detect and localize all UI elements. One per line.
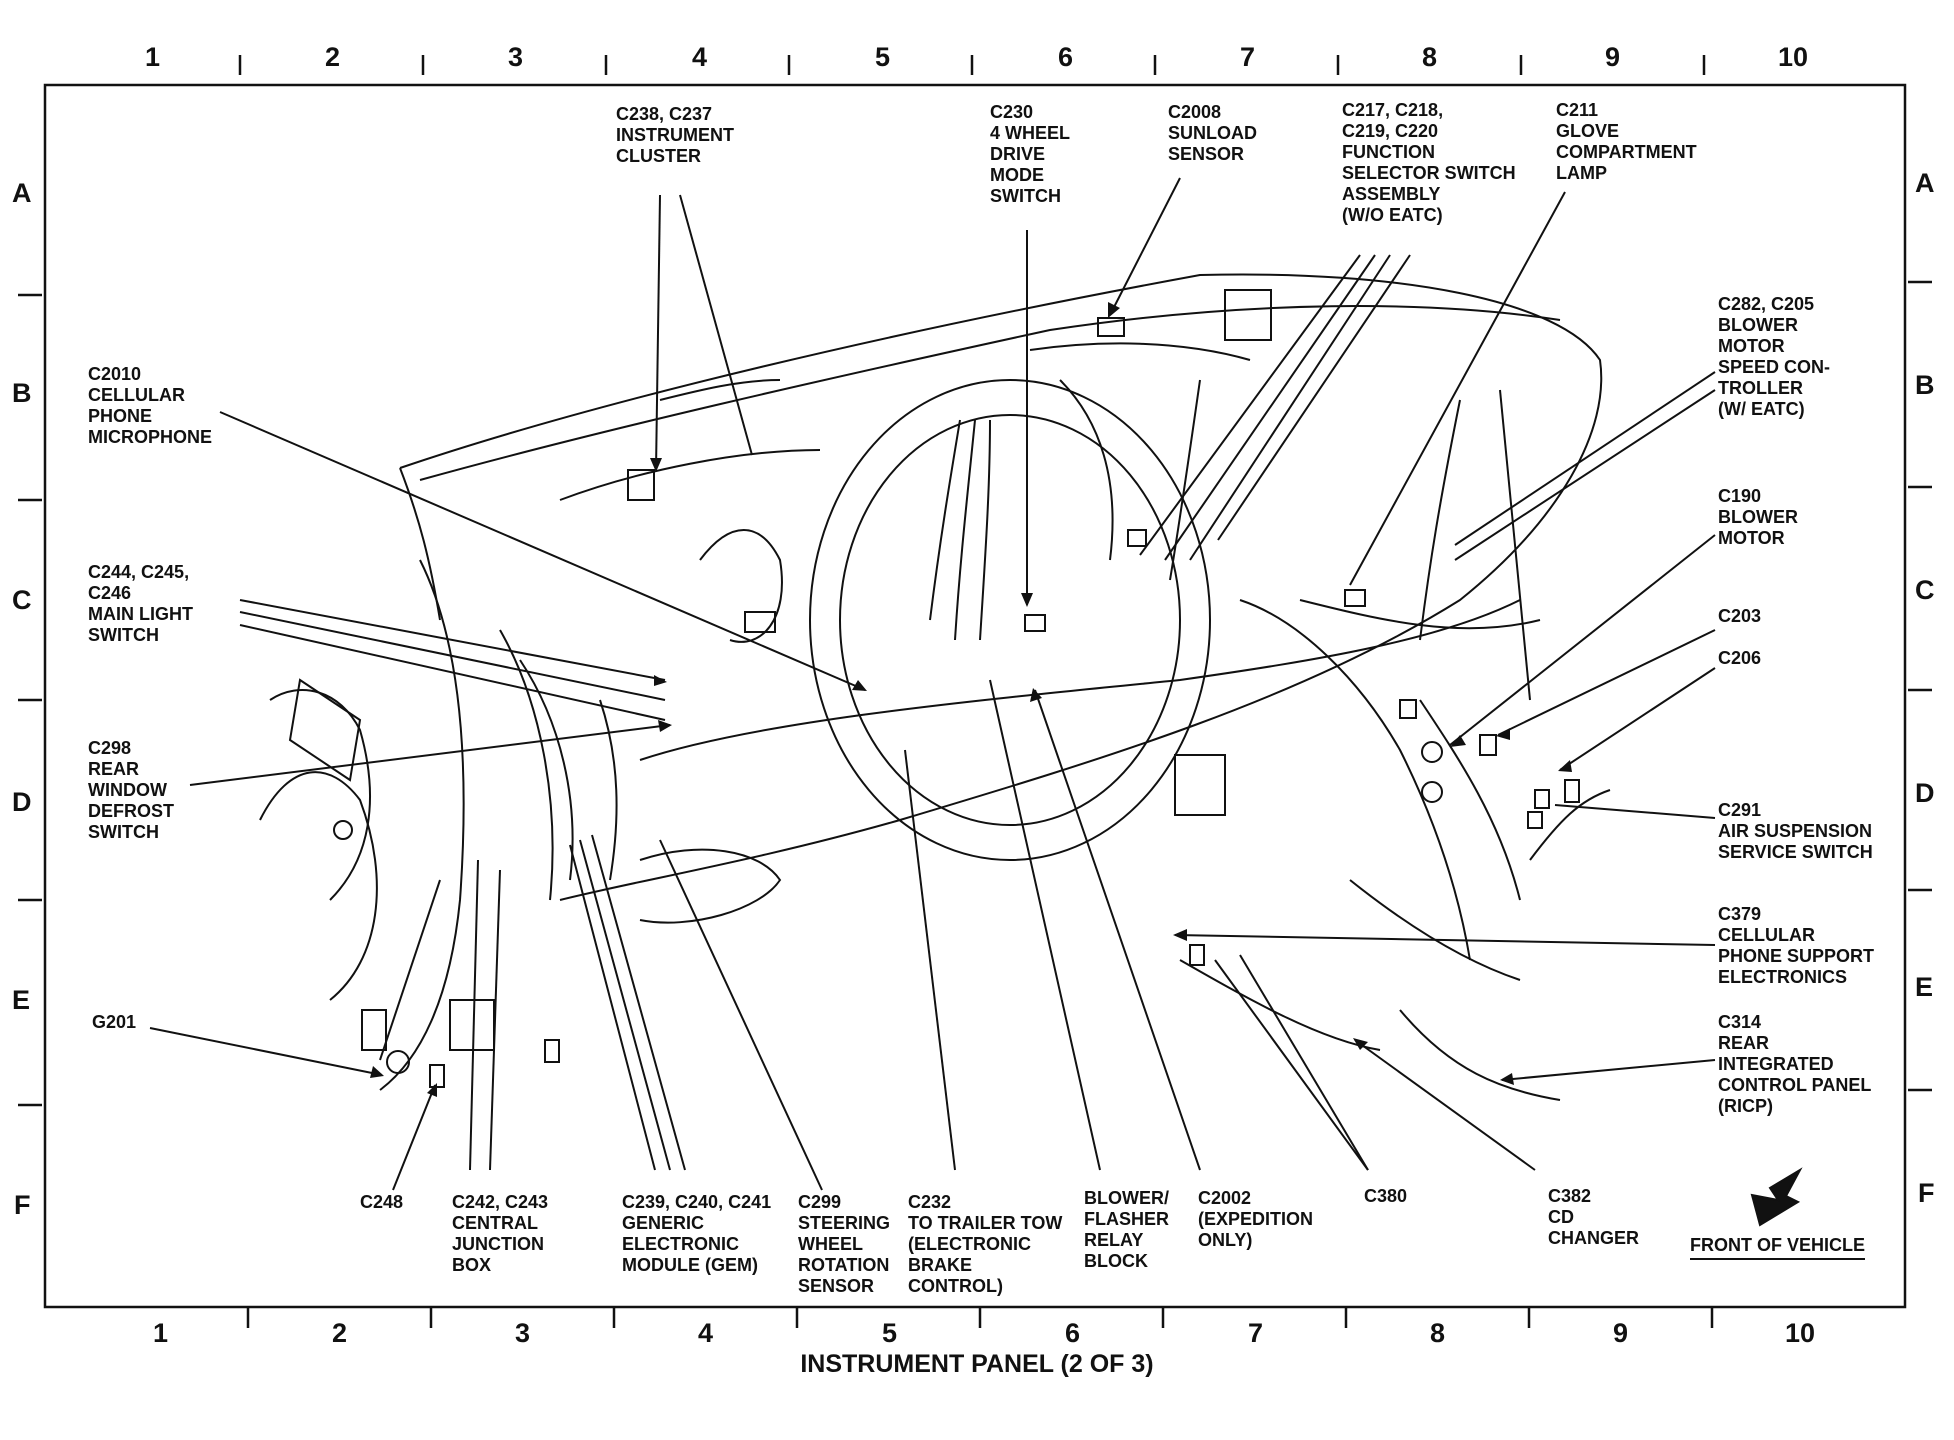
label-line: PHONE SUPPORT [1718,946,1875,966]
label-line: INSTRUMENT [616,125,734,145]
label-line: BOX [452,1255,492,1275]
label-line: C248 [360,1192,404,1212]
label-line: SWITCH [88,822,159,842]
col-top-8: 8 [1422,42,1438,72]
label-line: (W/O EATC) [1342,205,1443,225]
label-c291-air-suspension [1718,800,1873,863]
col-bottom-1: 1 [153,1318,169,1348]
label-c2010-phone-mic [88,364,212,448]
right-ruler-ticks [1908,282,1932,1090]
col-bottom-2: 2 [332,1318,348,1348]
row-right-f: F [1918,1178,1935,1208]
label-line: CONTROL PANEL [1718,1075,1872,1095]
label-c244-main-light-switch [88,562,193,646]
col-top-5: 5 [875,42,891,72]
label-line: SUNLOAD [1168,123,1257,143]
label-line: SWITCH [990,186,1061,206]
label-c314-ricp [1718,1012,1871,1117]
row-left-c: C [12,585,32,615]
col-top-3: 3 [508,42,524,72]
label-line: GLOVE [1556,121,1620,141]
row-left-d: D [12,787,32,817]
label-line: C217, C218, [1342,100,1444,120]
instrument-panel-drawing [260,274,1610,1100]
label-line: DRIVE [990,144,1046,164]
label-line: REAR [1718,1033,1770,1053]
label-line: BLOWER [1718,507,1798,527]
label-line: DEFROST [88,801,175,821]
col-bottom-9: 9 [1613,1318,1629,1348]
label-c380 [1364,1186,1407,1207]
label-line: SENSOR [1168,144,1245,164]
label-line: (RICP) [1718,1096,1773,1116]
label-c248 [360,1192,403,1213]
label-line: PHONE [88,406,153,426]
col-bottom-10: 10 [1785,1318,1816,1348]
label-line: SERVICE SWITCH [1718,842,1873,862]
label-line: C382 [1548,1186,1592,1206]
label-line: CELLULAR [88,385,185,405]
row-left-b: B [12,378,32,408]
label-line: WHEEL [798,1234,863,1254]
label-line: C238, C237 [616,104,713,124]
label-c282-blower-speed [1718,294,1830,420]
col-bottom-6: 6 [1065,1318,1081,1348]
label-line: SPEED CON- [1718,357,1831,377]
label-line: BLOWER [1718,315,1798,335]
col-top-9: 9 [1605,42,1621,72]
label-line: BLOCK [1084,1251,1148,1271]
label-line: RELAY [1084,1230,1144,1250]
label-line: G201 [92,1012,137,1032]
row-right-d: D [1915,778,1935,808]
label-line: REAR [88,759,140,779]
label-line: C2010 [88,364,142,384]
label-line: WINDOW [88,780,167,800]
label-line: C232 [908,1192,952,1212]
col-top-10: 10 [1778,42,1809,72]
label-line: C291 [1718,800,1762,820]
label-line: C219, C220 [1342,121,1439,141]
label-line: ONLY) [1198,1230,1253,1250]
label-c242-central-junction-box [452,1192,548,1276]
label-line: MOTOR [1718,528,1785,548]
label-line: SWITCH [88,625,159,645]
col-bottom-3: 3 [515,1318,531,1348]
label-c230-4wd-switch [990,102,1070,207]
label-line: MODULE (GEM) [622,1255,758,1275]
label-line: ELECTRONICS [1718,967,1848,987]
col-bottom-8: 8 [1430,1318,1446,1348]
row-right-b: B [1915,370,1935,400]
label-line: CENTRAL [452,1213,538,1233]
label-c2008-sunload-sensor [1168,102,1257,165]
label-line: SENSOR [798,1276,875,1296]
label-line: C2002 [1198,1188,1252,1208]
label-line: C242, C243 [452,1192,549,1212]
label-line: C211 [1556,100,1599,120]
row-right-e: E [1915,972,1934,1002]
label-line: ROTATION [798,1255,890,1275]
label-line: STEERING [798,1213,891,1233]
label-line: CLUSTER [616,146,701,166]
label-c2002-expedition [1198,1188,1313,1251]
label-c379-phone-support [1718,904,1874,988]
row-left-a: A [12,178,32,208]
label-line: BRAKE [908,1255,973,1275]
label-line: C239, C240, C241 [622,1192,772,1212]
label-c382-cd-changer [1548,1186,1639,1249]
col-bottom-5: 5 [882,1318,898,1348]
label-line: C282, C205 [1718,294,1815,314]
label-line: TROLLER [1718,378,1803,398]
label-line: (EXPEDITION [1198,1209,1314,1229]
label-line: FLASHER [1084,1209,1169,1229]
label-line: C2008 [1168,102,1222,122]
label-line: SELECTOR SWITCH [1342,163,1516,183]
label-line: ELECTRONIC [622,1234,739,1254]
label-g201 [92,1012,136,1033]
col-top-6: 6 [1058,42,1074,72]
label-line: CHANGER [1548,1228,1640,1248]
label-c298-rear-defrost [88,738,174,843]
label-blower-flasher-relay [1084,1188,1169,1272]
front-of-vehicle-label: FRONT OF VEHICLE [1690,1235,1865,1260]
label-c217-function-selector [1342,100,1516,226]
top-ruler-ticks [240,55,1704,75]
col-bottom-7: 7 [1248,1318,1264,1348]
row-right-c: C [1915,575,1935,605]
label-c232-trailer-tow [908,1192,1062,1297]
label-line: MAIN LIGHT [88,604,193,624]
col-top-4: 4 [692,42,708,72]
label-line: JUNCTION [452,1234,545,1254]
left-ruler-ticks [18,295,42,1105]
bottom-ruler-ticks [248,1308,1712,1328]
label-line: MODE [990,165,1044,185]
col-bottom-4: 4 [698,1318,714,1348]
label-c299-steering-sensor [798,1192,890,1297]
label-line: C246 [88,583,132,603]
label-line: (ELECTRONIC [908,1234,1031,1254]
label-line: CONTROL) [908,1276,1003,1296]
label-line: FUNCTION [1342,142,1435,162]
col-top-1: 1 [145,42,161,72]
diagram-title: INSTRUMENT PANEL (2 OF 3) [800,1350,1154,1378]
label-line: MICROPHONE [88,427,213,447]
label-line: 4 WHEEL [990,123,1071,143]
label-line: C380 [1364,1186,1408,1206]
label-line: AIR SUSPENSION [1718,821,1873,841]
row-left-f: F [14,1190,31,1220]
label-line: C190 [1718,486,1762,506]
col-top-7: 7 [1240,42,1256,72]
row-left-e: E [12,985,31,1015]
col-top-2: 2 [325,42,341,72]
label-line: INTEGRATED [1718,1054,1834,1074]
label-c211-glove-lamp [1556,100,1697,184]
label-line: C379 [1718,904,1762,924]
label-line: CELLULAR [1718,925,1815,945]
label-c203 [1718,606,1761,627]
label-line: C244, C245, [88,562,190,582]
label-line: COMPARTMENT [1556,142,1697,162]
label-line: BLOWER/ [1084,1188,1169,1208]
label-line: C314 [1718,1012,1762,1032]
label-line: C298 [88,738,132,758]
label-c206 [1718,648,1761,669]
label-line: TO TRAILER TOW [908,1213,1063,1233]
label-line: GENERIC [622,1213,705,1233]
leader-lines [150,178,1715,1190]
front-of-vehicle-arrow-icon [1752,1170,1800,1225]
row-right-a: A [1915,168,1935,198]
label-c190-blower-motor [1718,486,1798,549]
label-line: (W/ EATC) [1718,399,1805,419]
label-line: C206 [1718,648,1762,668]
label-c239-gem [622,1192,771,1276]
label-c238-instrument-cluster [616,104,734,167]
label-line: C230 [990,102,1034,122]
label-line: ASSEMBLY [1342,184,1441,204]
label-line: C203 [1718,606,1762,626]
label-line: LAMP [1556,163,1607,183]
label-line: C299 [798,1192,842,1212]
label-line: CD [1548,1207,1574,1227]
label-line: MOTOR [1718,336,1785,356]
